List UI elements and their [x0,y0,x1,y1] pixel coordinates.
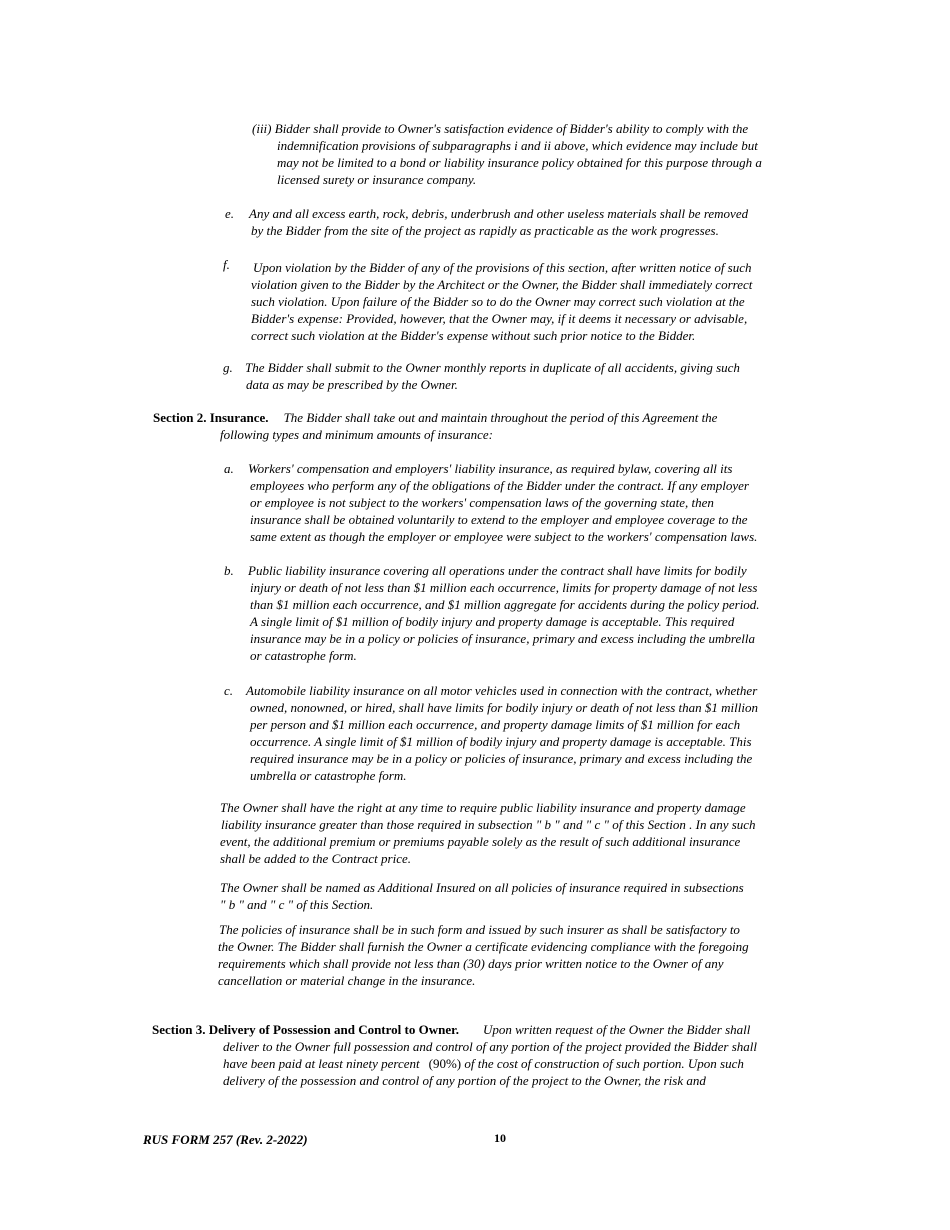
paragraph-f: f. Upon violation by the Bidder of any of the provisions of this section, after written notice of such violation given to the Bidder by the Architect or the Owner, the Bidder shall immediately correct such violation. Upon failure of the Bidder so to do the Owner may correct such violation at the Bidder's expense: Provided, however, that the Owner may, if it deems it necessary or advisable, correct such violation at the Bidder's expense without such prior notice to the Bidder. [223,257,753,343]
paragraph-marker: a. [224,461,234,476]
footer-form-id: RUS FORM 257 (Rev. 2-2022) [143,1132,308,1147]
paragraph-c: c. Automobile liability insurance on all motor vehicles used in connection with the contract, whether owned, nonowned, or hired, shall have limits for bodily injury or death of not less than $1 million per person and $1 million each occurrence, and property damage limits of $1 million for each occurrence. A single limit of $1 million of bodily injury and property damage is acceptable. This required insurance may be in a policy or policies of insurance, primary and excess including the umbrella or catastrophe form. [224,683,758,783]
paragraph-marker: b. [224,563,234,578]
paragraph-iii: (iii) Bidder shall provide to Owner's satisfaction evidence of Bidder's ability to comply with the indemnification provisions of subparagraphs i and ii above, which evidence may include but may not be limited to a bond or liability insurance policy obtained for this purpose through a licensed surety or insurance company. [252,121,762,187]
paragraph-a: a. Workers' compensation and employers' liability insurance, as required bylaw, covering all its employees who perform any of the obligations of the Bidder under the contract. If any employer or employee is not subject to the workers' compensation laws of the governing state, then insurance shall be obtained voluntarily to extend to the employer and employee coverage to the same extent as though the employer or employee were subject to the workers' compensation laws. [224,461,758,544]
paragraph-marker: (iii) [252,121,272,136]
section-heading: Section 2. Insurance. [153,410,269,425]
section-2-insurance: Section 2. Insurance. The Bidder shall take out and maintain throughout the period of this Agreement the following types and minimum amounts of insurance: [153,410,718,442]
paragraph-owner-right: The Owner shall have the right at any time to require public liability insurance and property damage liability insurance greater than those required in subsection " b " and " c " of this Section . In any such event, the additional premium or premiums payable solely as the result of such additional insurance shall be added to the Contract price. [220,800,756,866]
paragraph-marker: f. [223,257,230,272]
paragraph-b: b. Public liability insurance covering all operations under the contract shall have limits for bodily injury or death of not less than $1 million each occurrence, limits for property damage of not less than $1 million each occurrence, and $1 million aggregate for accidents during the policy period. A single limit of $1 million of bodily injury and property damage is acceptable. This required insurance may be in a policy or policies of insurance, primary and excess including the umbrella or catastrophe form. [224,563,760,663]
paragraph-marker: c. [224,683,234,698]
paragraph-marker: g. [223,360,233,375]
paragraph-e: e. Any and all excess earth, rock, debris, underbrush and other useless materials shall be removed by the Bidder from the site of the project as rapidly as practicable as the work progresses. [225,206,749,238]
paragraph-policies: The policies of insurance shall be in such form and issued by such insurer as shall be satisfactory to the Owner. The Bidder shall furnish the Owner a certificate evidencing compliance with the foregoing requirements which shall provide not less than (30) days prior written notice to the Owner of any cancellation or material change in the insurance. [218,922,749,988]
paragraph-g: g. The Bidder shall submit to the Owner monthly reports in duplicate of all accidents, giving such data as may be prescribed by the Owner. [223,360,740,392]
page-number: 10 [494,1131,506,1145]
section-heading: Section 3. Delivery of Possession and Control to Owner. [152,1022,459,1037]
paragraph-marker: e. [225,206,235,221]
paragraph-additional-insured: The Owner shall be named as Additional Insured on all policies of insurance required in subsections " b " and " c " of this Section. [220,880,744,912]
section-3-delivery: Section 3. Delivery of Possession and Control to Owner. Upon written request of the Owner the Bidder shall deliver to the Owner full possession and control of any portion of the project provided the Bidder shall have been paid at least ninety percent (90%) of the cost of construction of such portion. Upon such delivery of the possession and control of any portion of the project to the Owner, the risk and [152,1022,758,1088]
